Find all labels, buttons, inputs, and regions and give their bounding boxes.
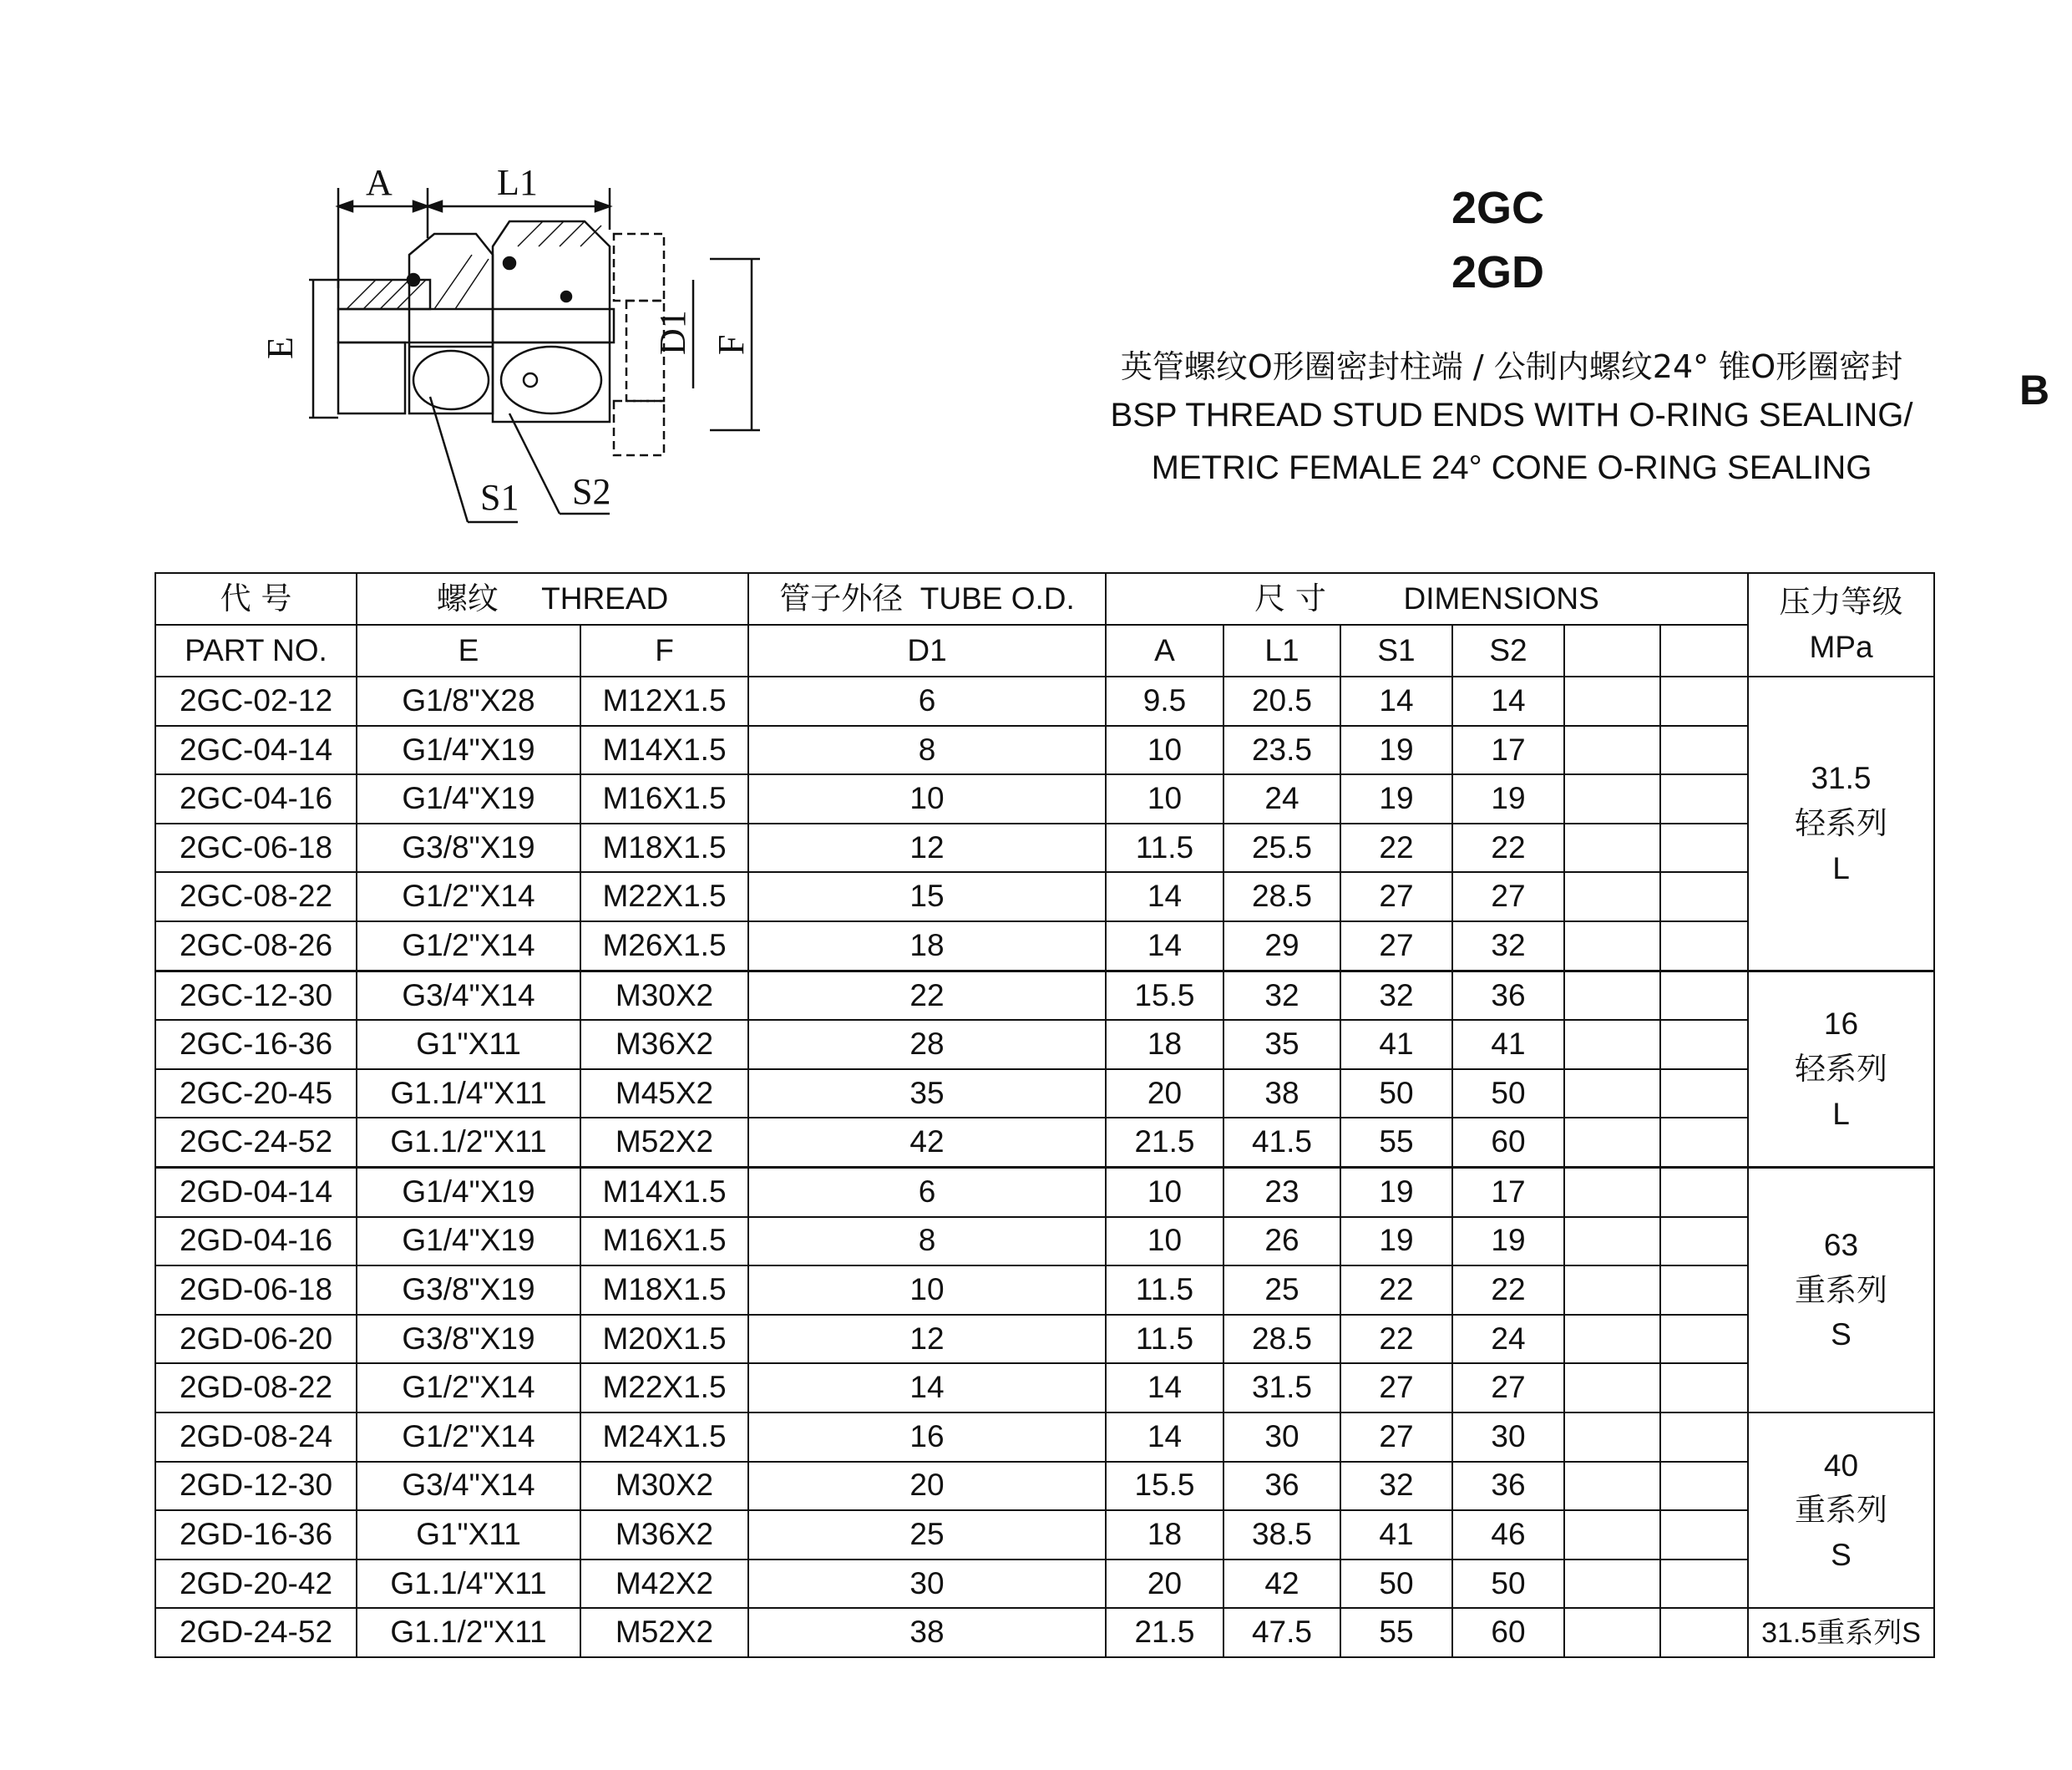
cell-part-no: 2GD-04-14: [155, 1167, 357, 1216]
cell-thread-f: M42X2: [580, 1560, 748, 1609]
cell-dim-s2: 50: [1452, 1069, 1564, 1118]
cell-dim-l1: 38.5: [1223, 1510, 1340, 1560]
table-row: [155, 677, 1934, 726]
cell-dim-a: 14: [1106, 872, 1223, 921]
cell-tube-d1: 8: [748, 726, 1106, 775]
cell-dim-s2: 60: [1452, 1118, 1564, 1167]
cell-thread-f: M26X1.5: [580, 921, 748, 971]
cell-tube-d1: 30: [748, 1560, 1106, 1609]
title-english-line-2: METRIC FEMALE 24° CONE O-RING SEALING: [1151, 449, 1872, 486]
cell-dim-s2: 32: [1452, 921, 1564, 971]
cell-blank: [1660, 1412, 1748, 1462]
cell-dim-s2: 46: [1452, 1510, 1564, 1560]
cell-tube-d1: 15: [748, 872, 1106, 921]
pressure-code: L: [1832, 1096, 1850, 1131]
cell-dim-s2: 17: [1452, 726, 1564, 775]
cell-blank: [1564, 824, 1660, 873]
pressure-code: L: [1832, 850, 1850, 885]
cell-blank: [1564, 1217, 1660, 1266]
cell-dim-s2: 19: [1452, 1217, 1564, 1266]
header-tube: [748, 573, 1106, 625]
cell-dim-s1: 27: [1340, 1412, 1452, 1462]
cell-thread-f: M18X1.5: [580, 1265, 748, 1315]
cell-dim-l1: 28.5: [1223, 1315, 1340, 1364]
cell-part-no: 2GC-02-12: [155, 677, 357, 726]
cell-dim-s1: 19: [1340, 1217, 1452, 1266]
cell-part-no: 2GC-08-22: [155, 872, 357, 921]
header-dimensions-cn: 尺 寸: [1254, 580, 1326, 616]
cell-thread-e: G1.1/2"X11: [357, 1608, 580, 1657]
cell-dim-s2: 24: [1452, 1315, 1564, 1364]
cell-tube-d1: 22: [748, 971, 1106, 1020]
cell-dim-a: 18: [1106, 1510, 1223, 1560]
cell-thread-e: G1.1/4"X11: [357, 1069, 580, 1118]
cell-dim-s2: 14: [1452, 677, 1564, 726]
cell-tube-d1: 20: [748, 1462, 1106, 1511]
cell-blank: [1564, 1315, 1660, 1364]
header-s2: S2: [1452, 625, 1564, 677]
cell-tube-d1: 12: [748, 1315, 1106, 1364]
cell-blank: [1660, 1510, 1748, 1560]
cell-dim-s2: 27: [1452, 1363, 1564, 1412]
cell-tube-d1: 28: [748, 1020, 1106, 1069]
cell-dim-s2: 36: [1452, 1462, 1564, 1511]
cell-dim-a: 11.5: [1106, 1265, 1223, 1315]
table-row: [155, 1363, 1934, 1412]
section-letter: B: [2019, 367, 2050, 413]
dim-label-l1: L1: [497, 162, 538, 203]
table-row: [155, 921, 1934, 971]
cell-dim-a: 18: [1106, 1020, 1223, 1069]
cell-blank: [1564, 1462, 1660, 1511]
table-row: [155, 1608, 1934, 1657]
cell-blank: [1564, 1363, 1660, 1412]
cell-dim-l1: 42: [1223, 1560, 1340, 1609]
cell-dim-s1: 55: [1340, 1608, 1452, 1657]
cell-thread-f: M24X1.5: [580, 1412, 748, 1462]
cell-dim-l1: 31.5: [1223, 1363, 1340, 1412]
table-row: [155, 824, 1934, 873]
cell-part-no: 2GC-16-36: [155, 1020, 357, 1069]
cell-thread-e: G1/2"X14: [357, 872, 580, 921]
dim-label-s2: S2: [572, 471, 611, 512]
cell-blank: [1660, 1217, 1748, 1266]
cell-blank: [1660, 872, 1748, 921]
cell-part-no: 2GD-06-20: [155, 1315, 357, 1364]
cell-thread-e: G1/4"X19: [357, 1217, 580, 1266]
table-row: [155, 1020, 1934, 1069]
cell-tube-d1: 16: [748, 1412, 1106, 1462]
cell-dim-a: 15.5: [1106, 971, 1223, 1020]
cell-dim-s1: 27: [1340, 921, 1452, 971]
dim-label-e: E: [260, 337, 301, 359]
cell-tube-d1: 18: [748, 921, 1106, 971]
cell-blank: [1660, 1069, 1748, 1118]
cell-dim-l1: 24: [1223, 774, 1340, 824]
cell-part-no: 2GD-04-16: [155, 1217, 357, 1266]
pressure-value: 63: [1823, 1227, 1859, 1262]
header-part-no-en: PART NO.: [155, 625, 357, 677]
pressure-series: 重系列: [1795, 1272, 1887, 1307]
cell-tube-d1: 10: [748, 774, 1106, 824]
cell-dim-s1: 32: [1340, 1462, 1452, 1511]
cell-part-no: 2GD-08-22: [155, 1363, 357, 1412]
header-part-no-cn: 代 号: [155, 573, 357, 625]
cell-dim-s1: 22: [1340, 1265, 1452, 1315]
cell-dim-s1: 19: [1340, 774, 1452, 824]
cell-blank: [1564, 1265, 1660, 1315]
header-tube-cn: 管子外径: [779, 580, 904, 616]
cell-dim-l1: 30: [1223, 1412, 1340, 1462]
cell-dim-a: 14: [1106, 1412, 1223, 1462]
cell-dim-s2: 27: [1452, 872, 1564, 921]
header-a: A: [1106, 625, 1223, 677]
pressure-value: 31.5: [1811, 761, 1872, 796]
cell-tube-d1: 14: [748, 1363, 1106, 1412]
cell-thread-f: M36X2: [580, 1020, 748, 1069]
cell-dim-l1: 29: [1223, 921, 1340, 971]
cell-dim-s2: 36: [1452, 971, 1564, 1020]
header-thread: [357, 573, 748, 625]
cell-blank: [1564, 726, 1660, 775]
fitting-drawing: [242, 155, 793, 543]
cell-thread-f: M16X1.5: [580, 774, 748, 824]
pressure-code: S: [1831, 1317, 1852, 1352]
cell-tube-d1: 35: [748, 1069, 1106, 1118]
spec-table: [155, 572, 1935, 1658]
title-chinese: 英管螺纹O形圈密封柱端 / 公制内螺纹24° 锥O形圈密封: [1120, 348, 1903, 385]
header-pressure: [1748, 573, 1934, 677]
cell-dim-s1: 27: [1340, 872, 1452, 921]
cell-tube-d1: 25: [748, 1510, 1106, 1560]
cell-dim-a: 11.5: [1106, 824, 1223, 873]
pressure-label: 31.5重系列S: [1761, 1617, 1921, 1650]
cell-thread-f: M52X2: [580, 1118, 748, 1167]
pressure-series: 轻系列: [1795, 1051, 1887, 1086]
pressure-value: 16: [1823, 1007, 1859, 1042]
cell-blank: [1660, 1265, 1748, 1315]
cell-dim-s1: 41: [1340, 1510, 1452, 1560]
cell-part-no: 2GC-04-16: [155, 774, 357, 824]
cell-thread-e: G1/4"X19: [357, 726, 580, 775]
header-thread-en: THREAD: [541, 581, 669, 616]
cell-dim-l1: 25.5: [1223, 824, 1340, 873]
cell-thread-e: G1/8"X28: [357, 677, 580, 726]
cell-dim-s1: 55: [1340, 1118, 1452, 1167]
header-f: F: [580, 625, 748, 677]
pressure-value: 40: [1823, 1448, 1859, 1483]
pressure-series: 轻系列: [1795, 805, 1887, 840]
cell-blank: [1564, 1167, 1660, 1216]
cell-blank: [1660, 921, 1748, 971]
cell-part-no: 2GD-08-24: [155, 1412, 357, 1462]
cell-dim-a: 21.5: [1106, 1608, 1223, 1657]
cell-blank: [1564, 677, 1660, 726]
table-row: [155, 1412, 1934, 1462]
cell-dim-l1: 23.5: [1223, 726, 1340, 775]
header-row-1: [155, 573, 1934, 625]
table-row: [155, 971, 1934, 1020]
cell-tube-d1: 6: [748, 1167, 1106, 1216]
cell-blank: [1564, 1510, 1660, 1560]
cell-dim-s2: 30: [1452, 1412, 1564, 1462]
cell-dim-a: 9.5: [1106, 677, 1223, 726]
cell-tube-d1: 6: [748, 677, 1106, 726]
cell-dim-l1: 26: [1223, 1217, 1340, 1266]
cell-thread-e: G3/8"X19: [357, 1265, 580, 1315]
cell-blank: [1564, 971, 1660, 1020]
cell-blank: [1564, 1412, 1660, 1462]
cell-dim-s1: 50: [1340, 1069, 1452, 1118]
pressure-group: [1748, 971, 1934, 1167]
cell-dim-a: 20: [1106, 1069, 1223, 1118]
cell-dim-s2: 22: [1452, 824, 1564, 873]
cell-thread-f: M30X2: [580, 1462, 748, 1511]
cell-thread-e: G3/8"X19: [357, 1315, 580, 1364]
header-pressure-unit: MPa: [1809, 630, 1873, 664]
cell-thread-f: M20X1.5: [580, 1315, 748, 1364]
pressure-group: [1748, 677, 1934, 971]
header-dimensions-en: DIMENSIONS: [1403, 581, 1599, 616]
cell-blank: [1660, 824, 1748, 873]
cell-dim-s2: 50: [1452, 1560, 1564, 1609]
dim-label-s1: S1: [480, 477, 519, 518]
cell-blank: [1660, 1315, 1748, 1364]
cell-thread-f: M36X2: [580, 1510, 748, 1560]
cell-dim-s2: 19: [1452, 774, 1564, 824]
header-thread-cn: 螺纹: [436, 580, 499, 616]
title-english-line-1: BSP THREAD STUD ENDS WITH O-RING SEALING/: [1110, 397, 1913, 434]
cell-dim-s1: 19: [1340, 1167, 1452, 1216]
header-dimensions: [1106, 573, 1748, 625]
cell-dim-l1: 20.5: [1223, 677, 1340, 726]
cell-blank: [1564, 774, 1660, 824]
cell-dim-s1: 14: [1340, 677, 1452, 726]
header-row-2: [155, 625, 1934, 677]
table-row: [155, 1167, 1934, 1216]
pressure-series: 重系列: [1795, 1493, 1887, 1528]
cell-thread-e: G1/4"X19: [357, 774, 580, 824]
cell-thread-e: G1/2"X14: [357, 1412, 580, 1462]
cell-part-no: 2GC-24-52: [155, 1118, 357, 1167]
cell-blank: [1660, 1462, 1748, 1511]
dim-label-a: A: [366, 162, 393, 203]
cell-dim-a: 14: [1106, 1363, 1223, 1412]
cell-blank: [1564, 1608, 1660, 1657]
header-s1: S1: [1340, 625, 1452, 677]
cell-part-no: 2GD-06-18: [155, 1265, 357, 1315]
cell-thread-f: M22X1.5: [580, 872, 748, 921]
cell-dim-s1: 50: [1340, 1560, 1452, 1609]
dim-label-f: F: [711, 334, 752, 355]
cell-blank: [1660, 1118, 1748, 1167]
cell-dim-a: 21.5: [1106, 1118, 1223, 1167]
header-pressure-cn: 压力等级: [1779, 585, 1903, 620]
cell-part-no: 2GC-04-14: [155, 726, 357, 775]
product-code-2gd: 2GD: [1451, 247, 1545, 297]
cell-dim-s1: 19: [1340, 726, 1452, 775]
cell-part-no: 2GD-20-42: [155, 1560, 357, 1609]
cell-thread-f: M16X1.5: [580, 1217, 748, 1266]
cell-blank: [1660, 1167, 1748, 1216]
cell-thread-e: G1.1/2"X11: [357, 1118, 580, 1167]
cell-blank: [1660, 726, 1748, 775]
cell-blank: [1660, 971, 1748, 1020]
cell-dim-a: 20: [1106, 1560, 1223, 1609]
cell-thread-f: M14X1.5: [580, 726, 748, 775]
cell-dim-l1: 28.5: [1223, 872, 1340, 921]
cell-dim-a: 11.5: [1106, 1315, 1223, 1364]
cell-thread-e: G3/4"X14: [357, 971, 580, 1020]
cell-part-no: 2GC-20-45: [155, 1069, 357, 1118]
cell-dim-a: 15.5: [1106, 1462, 1223, 1511]
header-e: E: [357, 625, 580, 677]
table-row: [155, 1265, 1934, 1315]
table-row: [155, 1315, 1934, 1364]
cell-blank: [1564, 1118, 1660, 1167]
cell-blank: [1660, 1608, 1748, 1657]
cell-part-no: 2GC-08-26: [155, 921, 357, 971]
table-row: [155, 1560, 1934, 1609]
cell-thread-f: M45X2: [580, 1069, 748, 1118]
cell-blank: [1564, 1069, 1660, 1118]
cell-dim-a: 10: [1106, 1167, 1223, 1216]
cell-thread-f: M14X1.5: [580, 1167, 748, 1216]
cell-thread-e: G1/2"X14: [357, 1363, 580, 1412]
table-row: [155, 774, 1934, 824]
cell-thread-f: M22X1.5: [580, 1363, 748, 1412]
cell-thread-e: G3/8"X19: [357, 824, 580, 873]
cell-thread-f: M52X2: [580, 1608, 748, 1657]
cell-dim-a: 10: [1106, 726, 1223, 775]
header-l1: L1: [1223, 625, 1340, 677]
cell-dim-s1: 22: [1340, 824, 1452, 873]
table-row: [155, 1118, 1934, 1167]
cell-tube-d1: 38: [748, 1608, 1106, 1657]
cell-blank: [1660, 1020, 1748, 1069]
cell-blank: [1660, 1560, 1748, 1609]
cell-dim-s2: 17: [1452, 1167, 1564, 1216]
cell-blank: [1564, 921, 1660, 971]
header-tube-en: TUBE O.D.: [919, 581, 1075, 616]
cell-blank: [1564, 1020, 1660, 1069]
cell-dim-l1: 32: [1223, 971, 1340, 1020]
cell-dim-l1: 38: [1223, 1069, 1340, 1118]
cell-thread-e: G1"X11: [357, 1020, 580, 1069]
pressure-group: [1748, 1608, 1934, 1657]
table-row: [155, 1069, 1934, 1118]
cell-dim-s1: 27: [1340, 1363, 1452, 1412]
cell-thread-e: G1/2"X14: [357, 921, 580, 971]
cell-thread-e: G1"X11: [357, 1510, 580, 1560]
cell-dim-a: 10: [1106, 774, 1223, 824]
header-blank-2: [1660, 625, 1748, 677]
table-row: [155, 872, 1934, 921]
cell-dim-l1: 41.5: [1223, 1118, 1340, 1167]
pressure-group: [1748, 1412, 1934, 1608]
pressure-group: [1748, 1167, 1934, 1412]
cell-part-no: 2GC-12-30: [155, 971, 357, 1020]
cell-part-no: 2GD-24-52: [155, 1608, 357, 1657]
cell-dim-l1: 25: [1223, 1265, 1340, 1315]
cell-part-no: 2GD-16-36: [155, 1510, 357, 1560]
cell-part-no: 2GC-06-18: [155, 824, 357, 873]
cell-thread-e: G1.1/4"X11: [357, 1560, 580, 1609]
table-row: [155, 1510, 1934, 1560]
table-row: [155, 1462, 1934, 1511]
cell-dim-s1: 22: [1340, 1315, 1452, 1364]
cell-tube-d1: 42: [748, 1118, 1106, 1167]
cell-blank: [1660, 774, 1748, 824]
cell-tube-d1: 8: [748, 1217, 1106, 1266]
cell-blank: [1660, 677, 1748, 726]
table-row: [155, 726, 1934, 775]
fitting-cross-section-svg: [242, 155, 793, 543]
cell-dim-l1: 23: [1223, 1167, 1340, 1216]
cell-blank: [1564, 872, 1660, 921]
product-code-2gc: 2GC: [1451, 183, 1545, 233]
cell-dim-s1: 32: [1340, 971, 1452, 1020]
cell-dim-l1: 47.5: [1223, 1608, 1340, 1657]
cell-blank: [1660, 1363, 1748, 1412]
cell-thread-e: G1/4"X19: [357, 1167, 580, 1216]
cell-part-no: 2GD-12-30: [155, 1462, 357, 1511]
cell-dim-s2: 41: [1452, 1020, 1564, 1069]
table-row: [155, 1217, 1934, 1266]
cell-dim-s2: 22: [1452, 1265, 1564, 1315]
cell-tube-d1: 12: [748, 824, 1106, 873]
dim-label-d1: D1: [652, 310, 693, 355]
header-blank-1: [1564, 625, 1660, 677]
cell-dim-a: 10: [1106, 1217, 1223, 1266]
cell-dim-l1: 35: [1223, 1020, 1340, 1069]
cell-thread-f: M18X1.5: [580, 824, 748, 873]
pressure-code: S: [1831, 1537, 1852, 1572]
cell-blank: [1564, 1560, 1660, 1609]
cell-dim-s1: 41: [1340, 1020, 1452, 1069]
cell-thread-e: G3/4"X14: [357, 1462, 580, 1511]
cell-dim-a: 14: [1106, 921, 1223, 971]
cell-tube-d1: 10: [748, 1265, 1106, 1315]
cell-dim-s2: 60: [1452, 1608, 1564, 1657]
header-d1: D1: [748, 625, 1106, 677]
cell-thread-f: M12X1.5: [580, 677, 748, 726]
cell-thread-f: M30X2: [580, 971, 748, 1020]
cell-dim-l1: 36: [1223, 1462, 1340, 1511]
